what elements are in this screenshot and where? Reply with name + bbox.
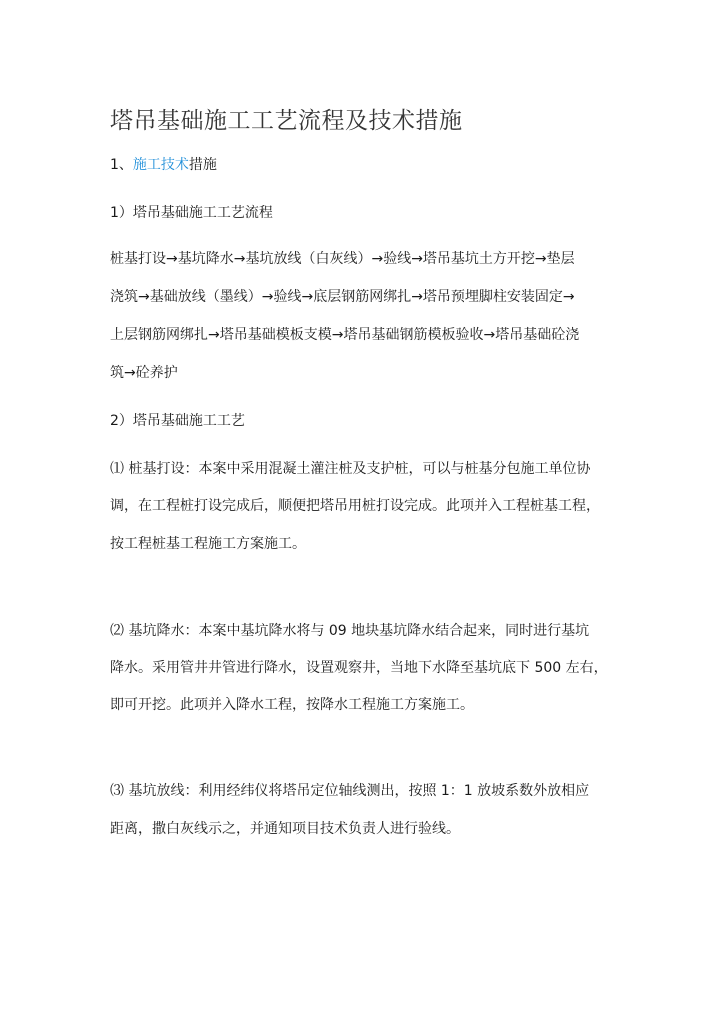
paragraph-2-line-2: 降水。采用管井井管进行降水，设置观察井，当地下水降至基坑底下 500 左右， [110, 660, 608, 676]
flow-line-2: 浇筑→基础放线（墨线）→验线→底层钢筋网绑扎→塔吊预埋脚柱安装固定→ [110, 289, 575, 305]
subheading-1: 1）塔吊基础施工工艺流程 [110, 205, 273, 221]
paragraph-3-line-1: ⑶ 基坑放线：利用经纬仪将塔吊定位轴线测出，按照 1：1 放坡系数外放相应 [110, 783, 590, 799]
document-title: 塔吊基础施工工艺流程及技术措施 [110, 108, 463, 134]
paragraph-3-line-2: 距离，撒白灰线示之，并通知项目技术负责人进行验线。 [110, 821, 460, 837]
flow-line-1: 桩基打设→基坑降水→基坑放线（白灰线）→验线→塔吊基坑土方开挖→垫层 [110, 251, 575, 267]
section-number: 1、 [110, 157, 133, 173]
paragraph-2-line-1: ⑵ 基坑降水：本案中基坑降水将与 09 地块基坑降水结合起来，同时进行基坑 [110, 623, 590, 639]
construction-technology-link[interactable]: 施工技术 [132, 157, 189, 173]
flow-line-4: 筑→砼养护 [110, 365, 178, 381]
section-heading-1 [110, 154, 217, 174]
paragraph-2-line-3: 即可开挖。此项并入降水工程，按降水工程施工方案施工。 [110, 697, 474, 713]
paragraph-1-line-2: 调，在工程桩打设完成后，顺便把塔吊用桩打设完成。此项并入工程桩基工程， [110, 498, 600, 514]
subheading-2: 2）塔吊基础施工工艺 [110, 413, 245, 429]
paragraph-1-line-3: 按工程桩基工程施工方案施工。 [110, 536, 306, 552]
flow-line-3: 上层钢筋网绑扎→塔吊基础模板支模→塔吊基础钢筋模板验收→塔吊基础砼浇 [110, 327, 580, 343]
section-heading-suffix: 措施 [188, 157, 217, 173]
paragraph-1-line-1: ⑴ 桩基打设：本案中采用混凝土灌注桩及支护桩，可以与桩基分包施工单位协 [110, 461, 591, 477]
